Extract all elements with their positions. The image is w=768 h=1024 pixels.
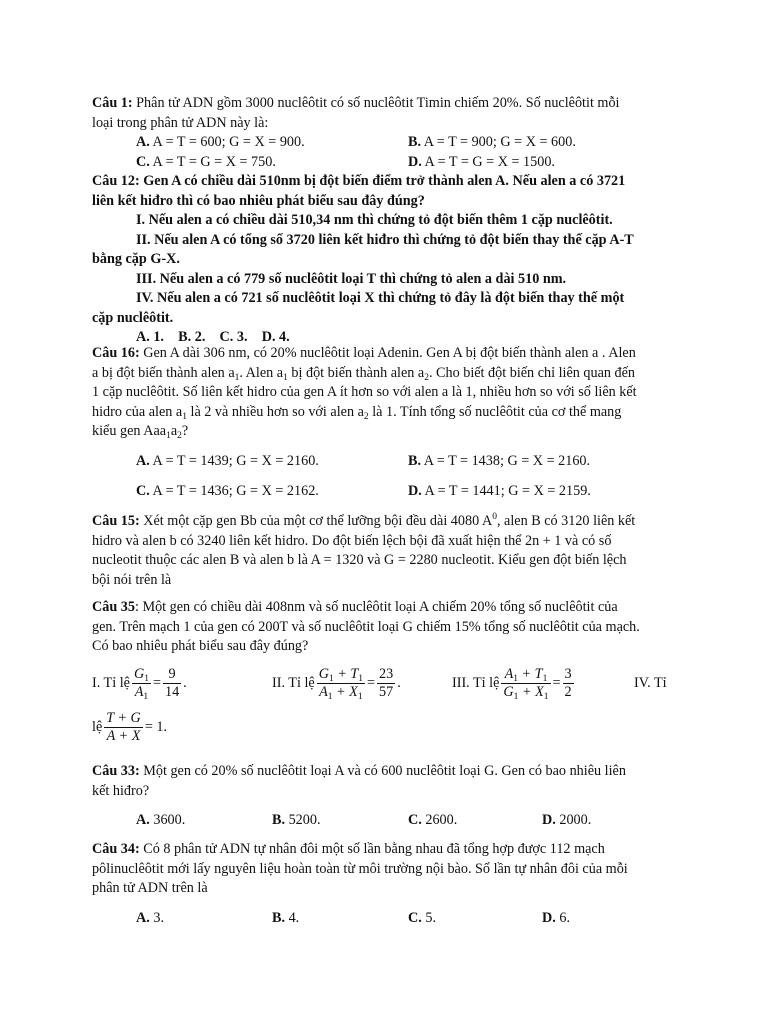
statement-2-cont: bằng cặp G-X. bbox=[92, 251, 180, 267]
answer-options-row bbox=[92, 909, 682, 929]
answer-options-row bbox=[92, 153, 682, 173]
ratio-statement-4: lệ $\frac{T + G}{A + X}$ = 1. bbox=[92, 710, 168, 744]
option-d: D. A = T = 1441; G = X = 2159. bbox=[408, 483, 591, 499]
option-a: A. A = T = 600; G = X = 900. bbox=[136, 134, 305, 150]
fraction-value: $\frac{9}{14}$ bbox=[164, 666, 180, 700]
question-text: kiểu gen $Aaa_1a_2$? bbox=[92, 423, 189, 441]
question-15 bbox=[92, 512, 682, 590]
statement-1: I. Nếu alen a có chiều dài 510,34 nm thì chứng tỏ đột biến thêm 1 cặp nuclêôtit. bbox=[136, 212, 613, 228]
question-text: gen. Trên mạch 1 của gen có 200T và số nuclêôtit loại G chiếm 15% tổng số nuclêôtit của mạch. bbox=[92, 618, 640, 635]
ratio-statement-3: III. Tỉ lệ $\frac{A_1 + T_1}{G_1 + X_1}$ = $\frac{3}{2}$ bbox=[452, 666, 572, 702]
option-a: A. 3. bbox=[136, 909, 164, 926]
question-text: loại trong phân tử ADN này là: bbox=[92, 114, 269, 131]
question-35 bbox=[92, 598, 682, 750]
question-text: a bị đột biến thành alen $a_1$. Alen $a_1$ bị đột biến thành alen $a_2$. Cho biết đột biến chỉ liên quan đến bbox=[92, 364, 636, 383]
option-c: C. A = T = 1436; G = X = 2162. bbox=[136, 483, 319, 499]
statement-2: II. Nếu alen A có tổng số 3720 liên kết hiđro thì chứng tỏ đột biến thay thế cặp A-T bbox=[136, 231, 634, 248]
option-b: B. A = T = 1438; G = X = 2160. bbox=[408, 452, 591, 469]
question-text: kết hiđro? bbox=[92, 782, 150, 799]
question-label: Câu 33: bbox=[92, 763, 140, 779]
option-b: B. 4. bbox=[272, 909, 300, 926]
question-text: nucleotit thuộc các alen B và alen b là A = 1320 và G = 2280 nucleotit. Kiểu gen đột biến lệch bbox=[92, 552, 627, 568]
option-b: B. 5200. bbox=[272, 812, 321, 828]
fraction-value: $\frac{3}{2}$ bbox=[564, 666, 572, 700]
option-a: A. A = T = 1439; G = X = 2160. bbox=[136, 452, 319, 469]
question-12 bbox=[92, 172, 682, 348]
option-c: C. 5. bbox=[408, 909, 436, 926]
statement-4: IV. Nếu alen a có 721 số nuclêôtit loại X thì chứng tỏ đây là đột biến thay thế một bbox=[136, 290, 625, 306]
question-text: liên kết hiđro thì có bao nhiêu phát biểu sau đây đúng? bbox=[92, 192, 425, 209]
question-text: hidro của alen $a_1$ là 2 và nhiều hơn so với alen $a_2$ là 1. Tính tổng số nuclêôtit của cơ thể mang bbox=[92, 403, 622, 422]
question-text: Câu 15: Xét một cặp gen Bb của một cơ thể lưỡng bội đều dài 4080 $A^0$, alen B có 3120 liên kết bbox=[92, 512, 636, 529]
answer-options-row bbox=[92, 133, 682, 153]
question-text: Có bao nhiêu phát biểu sau đây đúng? bbox=[92, 638, 309, 654]
question-text: bội nói trên là bbox=[92, 571, 172, 588]
fraction: $\frac{G_1 + T_1}{A_1 + X_1}$ bbox=[318, 666, 363, 702]
fraction: $\frac{A_1 + T_1}{G_1 + X_1}$ bbox=[503, 666, 549, 702]
option-d: D. 2000. bbox=[542, 812, 592, 828]
answer-options-row bbox=[92, 811, 682, 831]
fraction-value: $\frac{23}{57}$ bbox=[379, 666, 394, 700]
option-a: A. 3600. bbox=[136, 812, 186, 828]
answer-options-row: A. 1. B. 2. C. 3. D. 4. bbox=[136, 329, 290, 345]
question-label: Câu 35 bbox=[92, 599, 135, 615]
question-text: Câu 12: Gen A có chiều dài 510nm bị đột biến điểm trở thành alen A. Nếu alen a có 3721 bbox=[92, 173, 626, 189]
question-33 bbox=[92, 762, 682, 831]
question-text: 1 cặp nuclêôtit. Số liên kết hidro của gen A ít hơn so với alen a là 1, nhiều hơn so với số liên kết bbox=[92, 384, 637, 400]
question-34 bbox=[92, 840, 682, 928]
question-text: Câu 16: Gen A dài 306 nm, có 20% nuclêôtit loại Adenin. Gen A bị đột biến thành alen a . Alen bbox=[92, 345, 636, 361]
answer-options-row bbox=[92, 482, 682, 502]
option-b: B. A = T = 900; G = X = 600. bbox=[408, 134, 576, 150]
ratio-statement-4-start: IV. Tỉ bbox=[634, 674, 667, 691]
option-c: C. A = T = G = X = 750. bbox=[136, 153, 276, 170]
fraction: $\frac{T + G}{A + X}$ bbox=[106, 710, 141, 744]
question-text: Câu 34: Có 8 phân tử ADN tự nhân đôi một số lần bằng nhau đã tổng hợp được 112 mạch bbox=[92, 841, 605, 857]
fraction: $\frac{G_1}{A_1}$ bbox=[133, 666, 149, 702]
question-text: hidro và alen b có 3240 liên kết hidro. Do đột biến lệch bội đã xuất hiện thể 2n + 1 và có số bbox=[92, 532, 612, 549]
option-c: C. 2600. bbox=[408, 812, 458, 828]
ratio-statement-1: I. Tỉ lệ $\frac{G_1}{A_1}$ = $\frac{9}{14}$ . bbox=[92, 666, 187, 702]
option-d: D. A = T = G = X = 1500. bbox=[408, 153, 555, 170]
statement-3: III. Nếu alen a có 779 số nuclêôtit loại T thì chứng tỏ alen a dài 510 nm. bbox=[136, 270, 567, 287]
ratio-statement-2: II. Tỉ lệ $\frac{G_1 + T_1}{A_1 + X_1}$ = $\frac{23}{57}$ . bbox=[272, 666, 401, 702]
question-text: Câu 35: Một gen có chiều dài 408nm và số nuclêôtit loại A chiếm 20% tổng số nuclêôtit của bbox=[92, 599, 618, 615]
ratio-statements-row bbox=[92, 662, 682, 706]
question-1 bbox=[92, 94, 682, 172]
question-text: phân tử ADN trên là bbox=[92, 880, 208, 896]
question-text: Câu 33: Một gen có 20% số nuclêôtit loại A và có 600 nuclêôtit loại G. Gen có bao nhiêu liên bbox=[92, 763, 626, 779]
question-text: pôlinuclêôtit mới lấy nguyên liệu hoàn toàn từ môi trường nội bào. Số lần tự nhân đôi của mỗi bbox=[92, 860, 628, 877]
question-label: Câu 34: bbox=[92, 841, 140, 857]
question-label: Câu 1: bbox=[92, 95, 133, 111]
question-text: Câu 1: Phân tử ADN gồm 3000 nuclêôtit có số nuclêôtit Timin chiếm 20%. Số nuclêôtit mỗi bbox=[92, 95, 620, 111]
statement-4-cont: cặp nuclêôtit. bbox=[92, 309, 174, 326]
question-16 bbox=[92, 344, 682, 502]
option-d: D. 6. bbox=[542, 909, 570, 926]
question-label: Câu 16: bbox=[92, 345, 140, 361]
answer-options-row bbox=[92, 452, 682, 472]
question-label: Câu 15: bbox=[92, 513, 140, 529]
